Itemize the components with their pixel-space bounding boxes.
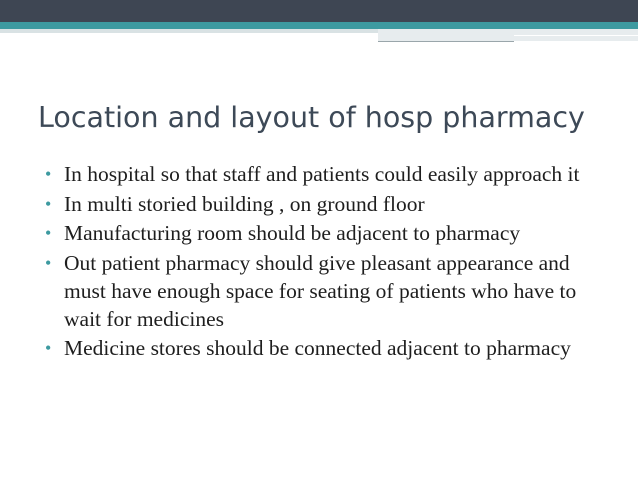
bullet-item (44, 219, 614, 247)
bullet-text: Manufacturing room should be adjacent to pharmacy (64, 221, 521, 245)
header-right-highlight (514, 35, 638, 36)
header-teal-band (0, 22, 638, 29)
bullet-dot-icon: • (45, 338, 52, 358)
slide-title: Location and layout of hosp pharmacy (38, 101, 585, 134)
bullet-text: In hospital so that staff and patients could easily approach it (64, 162, 580, 186)
bullet-list (44, 160, 614, 364)
bullet-text: In multi storied building , on ground floor (64, 191, 425, 216)
bullet-item (44, 190, 614, 218)
header-light-band (0, 29, 378, 33)
bullet-text: Medicine stores should be connected adjacent to pharmacy (64, 336, 571, 360)
bullet-item (44, 249, 614, 333)
header-right-line (378, 41, 514, 42)
bullet-item (44, 160, 614, 188)
header-dark-band (0, 0, 638, 22)
bullet-dot-icon: • (45, 164, 52, 184)
bullet-dot-icon: • (45, 252, 52, 273)
bullet-dot-icon: • (45, 193, 52, 214)
bullet-dot-icon: • (45, 223, 52, 243)
bullet-text: Out patient pharmacy should give pleasant appearance and must have enough space for seating of patients who have to wait for medicines (64, 250, 577, 331)
bullet-item (44, 334, 614, 362)
